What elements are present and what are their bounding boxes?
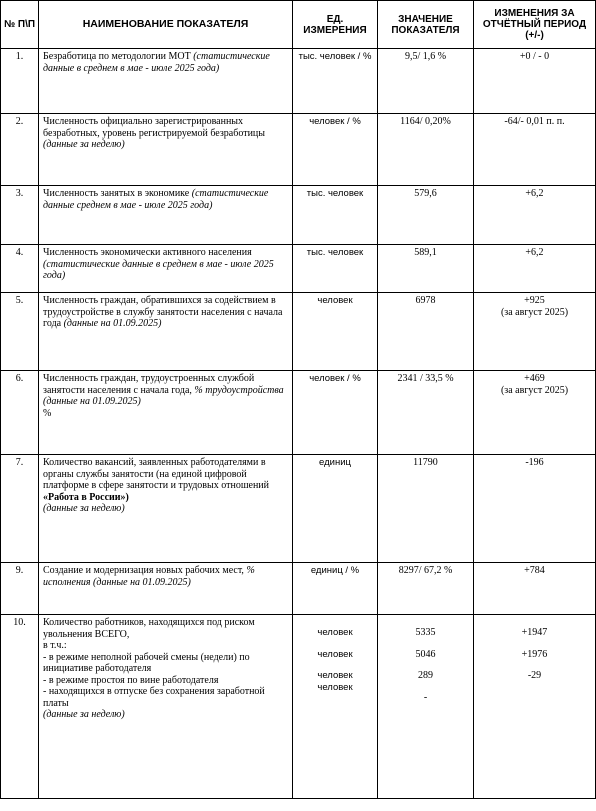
row-num: 3. <box>1 186 39 245</box>
row-name <box>39 186 293 245</box>
row-value: 9,5/ 1,6 % <box>378 49 474 114</box>
row-value: 589,1 <box>378 245 474 293</box>
table-row <box>1 114 596 186</box>
row-change-item: +1947 <box>521 627 548 638</box>
row-change <box>474 371 596 455</box>
row-value: 2341 / 33,5 % <box>378 371 474 455</box>
row-name <box>39 563 293 615</box>
table-row <box>1 371 596 455</box>
row-change-value: +925 <box>524 295 545 306</box>
header-change: ИЗМЕНЕНИЯ ЗА ОТЧЁТНЫЙ ПЕРИОД (+/-) <box>474 1 596 49</box>
row-change-value: +469 <box>524 373 545 384</box>
row-value-item: 289 <box>418 670 433 681</box>
row-name-note: (данные за неделю) <box>43 709 125 720</box>
row-unit: тыс. человек <box>293 245 378 293</box>
table-row <box>1 563 596 615</box>
row-unit <box>293 615 378 799</box>
row-change-note: (за август 2025) <box>500 306 569 318</box>
row-name <box>39 293 293 371</box>
row-value: 1164/ 0,20% <box>378 114 474 186</box>
header-unit: ЕД. ИЗМЕРЕНИЯ <box>293 1 378 49</box>
row-name <box>39 615 293 799</box>
row-unit: тыс. человек <box>293 186 378 245</box>
row-change: +784 <box>474 563 596 615</box>
row-unit-item: человек <box>317 681 353 693</box>
row-value: 6978 <box>378 293 474 371</box>
row-value-item: 5335 <box>415 627 436 638</box>
row-name-text: Численность граждан, трудоустроенных службой занятости населения с начала года, <box>43 373 255 396</box>
row-name-sub-item: - в режиме неполной рабочей смены (недели) по инициативе работодателя <box>43 651 250 674</box>
row-name-text: Численность официально зарегистрированных безработных, уровень регистрируемой безработицы <box>43 116 265 139</box>
row-change <box>474 293 596 371</box>
row-num: 1. <box>1 49 39 114</box>
header-num: № П\П <box>1 1 39 49</box>
row-num: 9. <box>1 563 39 615</box>
row-num: 7. <box>1 455 39 563</box>
row-change: +6,2 <box>474 245 596 293</box>
row-value-item: 5046 <box>415 648 436 660</box>
row-name-text: Численность граждан, обратившихся за содействием в трудоустройстве в службу занятости населения с начала года <box>43 295 283 329</box>
row-name-note: % исполнения (данные на 01.09.2025) <box>43 565 255 588</box>
row-name-note: (данные за неделю) <box>43 503 125 514</box>
table-row <box>1 49 596 114</box>
row-name-text: Количество работников, находящихся под риском увольнения ВСЕГО, <box>43 617 255 640</box>
row-unit-item: человек <box>317 627 353 638</box>
row-num: 6. <box>1 371 39 455</box>
table-row <box>1 455 596 563</box>
row-value: 8297/ 67,2 % <box>378 563 474 615</box>
row-name-bold: «Работа в России») <box>43 491 129 503</box>
row-name-note: % трудоустройства (данные на 01.09.2025) <box>43 384 284 407</box>
row-change-item: +1976 <box>521 648 548 660</box>
row-num: 4. <box>1 245 39 293</box>
table-row <box>1 293 596 371</box>
row-name-text: Численность занятых в экономике <box>43 188 190 199</box>
header-name: НАИМЕНОВАНИЕ ПОКАЗАТЕЛЯ <box>39 1 293 49</box>
table-row <box>1 615 596 799</box>
row-name-text: Численность экономически активного населения <box>43 247 252 258</box>
row-value: 11790 <box>378 455 474 563</box>
row-name-text: Количество вакансий, заявленных работодателями в органы службы занятости (на единой цифровой платформе в сфере занятости и трудовых отношений <box>43 457 270 491</box>
row-unit: единиц / % <box>293 563 378 615</box>
row-unit-item: человек <box>317 648 353 660</box>
row-name-note: (статистические данные в среднем в мае - июле 2025 года) <box>43 258 274 281</box>
row-unit: человек <box>293 293 378 371</box>
row-name <box>39 245 293 293</box>
row-unit-item: человек <box>317 670 353 681</box>
row-value <box>378 615 474 799</box>
row-name-sub-item: - находящихся в отпуске без сохранения заработной платы <box>43 686 265 709</box>
row-name-text: Безработица по методологии МОТ <box>43 51 191 62</box>
row-change <box>474 615 596 799</box>
row-change: -196 <box>474 455 596 563</box>
row-change-item: -29 <box>527 670 542 681</box>
row-name <box>39 455 293 563</box>
row-name-note: (данные за неделю) <box>43 139 125 150</box>
row-change-note: (за август 2025) <box>500 384 569 396</box>
row-unit: тыс. человек / % <box>293 49 378 114</box>
row-name <box>39 49 293 114</box>
row-name-extra: % <box>43 407 52 419</box>
row-num: 10. <box>1 615 39 799</box>
row-unit: человек / % <box>293 371 378 455</box>
row-change: +6,2 <box>474 186 596 245</box>
table-row <box>1 186 596 245</box>
row-name-sub-item: - в режиме простоя по вине работодателя <box>43 674 219 686</box>
row-name <box>39 371 293 455</box>
table-header-row <box>1 1 596 49</box>
table-row <box>1 245 596 293</box>
row-num: 5. <box>1 293 39 371</box>
row-name-note: (данные на 01.09.2025) <box>63 318 162 329</box>
row-unit: человек / % <box>293 114 378 186</box>
row-name-sub-intro: в т.ч.: <box>43 640 67 651</box>
header-value: ЗНАЧЕНИЕ ПОКАЗАТЕЛЯ <box>378 1 474 49</box>
row-num: 2. <box>1 114 39 186</box>
row-value-item: - <box>423 691 428 703</box>
row-name-text: Создание и модернизация новых рабочих мест, <box>43 565 244 576</box>
row-change: +0 / - 0 <box>474 49 596 114</box>
row-name-note: (статистические данные среднем в мае - июле 2025 года) <box>43 188 269 211</box>
row-change: -64/- 0,01 п. п. <box>474 114 596 186</box>
row-unit: единиц <box>293 455 378 563</box>
row-value: 579,6 <box>378 186 474 245</box>
row-name-note: (статистические данные в среднем в мае - июле 2025 года) <box>43 51 270 74</box>
row-name <box>39 114 293 186</box>
